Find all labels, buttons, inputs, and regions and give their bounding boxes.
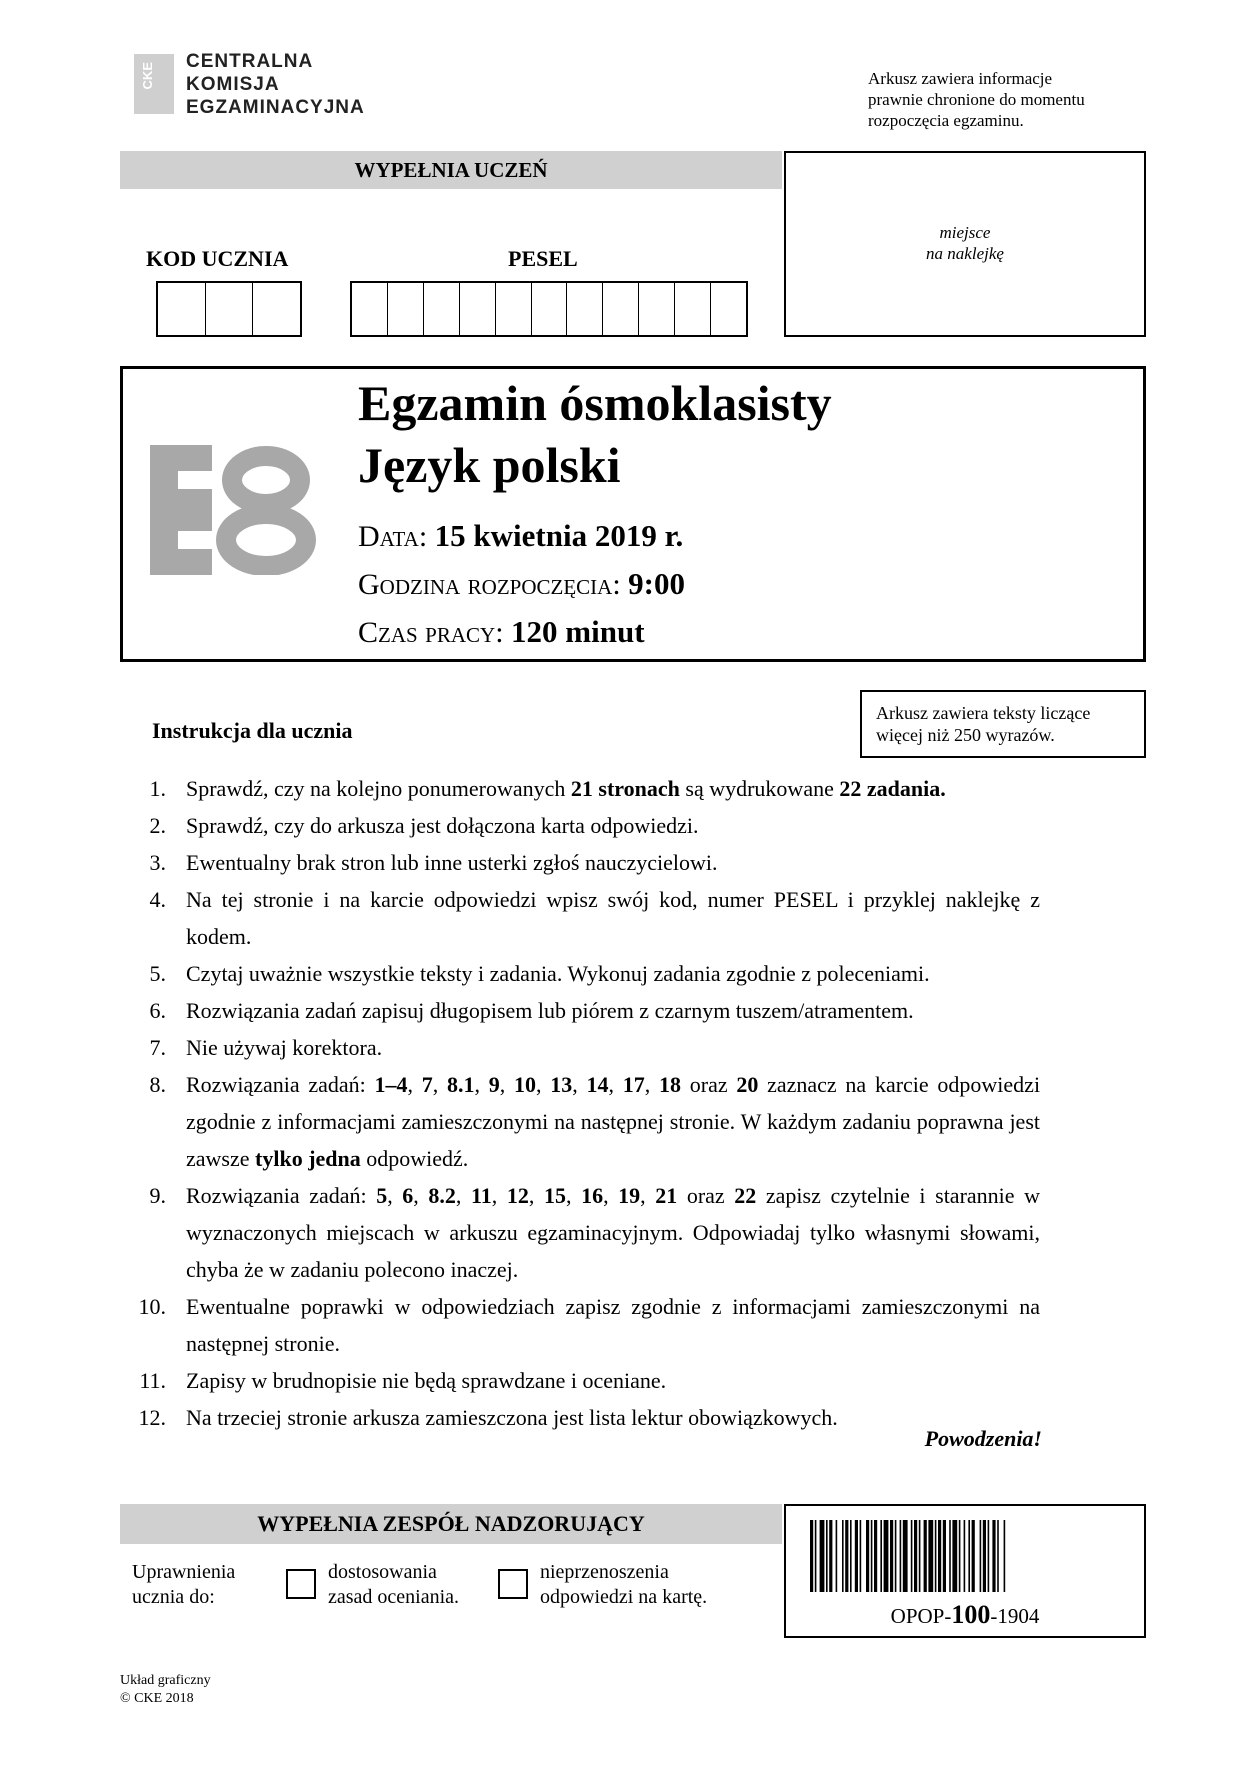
instruction-text: Zapisy w brudnopisie nie będą sprawdzane i oceniane. [186, 1368, 667, 1393]
instructions-title: Instrukcja dla ucznia [152, 718, 353, 743]
student-section-header: WYPEŁNIA UCZEŃ [354, 158, 548, 182]
instruction-text: Sprawdź, czy na kolejno ponumerowanych 21 stronach są wydrukowane 22 zadania. [186, 776, 946, 801]
sticker-label: miejsce na naklejkę [926, 223, 1004, 263]
supervisor-section-header: WYPEŁNIA ZESPÓŁ NADZORUJĄCY [257, 1511, 645, 1536]
adapted-grading-label: dostosowania zasad oceniania. [328, 1561, 460, 1608]
instruction-item [120, 1029, 1040, 1066]
instruction-item [120, 1288, 1040, 1362]
instruction-text: Rozwiązania zadań: 1–4, 7, 8.1, 9, 10, 13, 14, 17, 18 oraz 20 zaznacz na karcie odpowiedzi zgodnie z informacjami zamieszczonymi na następnej stronie. W każdym zadaniu poprawna jest zawsze tylko jedna odpowiedź. [186, 1072, 1041, 1171]
instruction-item [120, 844, 1040, 881]
instruction-item [120, 881, 1040, 955]
confidential-notice: Arkusz zawiera informacje prawnie chronione do momentu rozpoczęcia egzaminu. [868, 69, 1085, 130]
instruction-number: 11. [139, 1368, 166, 1393]
instruction-text: Rozwiązania zadań zapisuj długopisem lub piórem z czarnym tuszem/atramentem. [186, 998, 914, 1023]
barcode-icon [810, 1520, 1120, 1592]
instruction-item [120, 992, 1040, 1029]
word-count-notice: Arkusz zawiera teksty liczące więcej niż 250 wyrazów. [860, 690, 1146, 758]
exam-date: Data: 15 kwietnia 2019 r. [358, 518, 684, 553]
cke-logo-mark: CKE [134, 54, 174, 114]
exam-start-time: Godzina rozpoczęcia: 9:00 [358, 566, 685, 601]
instruction-number: 8. [149, 1072, 166, 1097]
instruction-item [120, 1066, 1040, 1177]
pesel-field[interactable] [350, 281, 748, 337]
instruction-item [120, 955, 1040, 992]
instruction-text: Rozwiązania zadań: 5, 6, 8.2, 11, 12, 15, 16, 19, 21 oraz 22 zapisz czytelnie i starannie w wyznaczonych miejscach w arkuszu egzaminacyjnym. Odpowiadaj tylko własnymi słowami, chyba że w zadaniu polecono inaczej. [186, 1183, 1041, 1282]
instruction-number: 6. [149, 998, 166, 1023]
e8-logo-icon [150, 445, 322, 575]
footer-credit: Układ graficzny © CKE 2018 [120, 1673, 211, 1706]
instruction-item [120, 1399, 1040, 1436]
exam-code: OPOP-100-1904 [890, 1600, 1040, 1629]
instruction-text: Na trzeciej stronie arkusza zamieszczona jest lista lektur obowiązkowych. [186, 1405, 838, 1430]
instruction-item [120, 807, 1040, 844]
instruction-number: 4. [149, 887, 166, 912]
instruction-item [120, 1362, 1040, 1399]
instruction-item [120, 1177, 1040, 1288]
instruction-text: Nie używaj korektora. [186, 1035, 383, 1060]
instruction-number: 2. [149, 813, 166, 838]
cke-logo-text: CENTRALNA KOMISJA EGZAMINACYJNA [186, 51, 365, 118]
instruction-number: 12. [138, 1405, 166, 1430]
pesel-label: PESEL [508, 246, 578, 271]
instruction-text: Ewentualny brak stron lub inne usterki zgłoś nauczycielowi. [186, 850, 718, 875]
instruction-text: Sprawdź, czy do arkusza jest dołączona karta odpowiedzi. [186, 813, 699, 838]
instruction-number: 10. [138, 1294, 166, 1319]
instruction-number: 3. [149, 850, 166, 875]
rights-label: Uprawnienia ucznia do: [132, 1561, 236, 1608]
instruction-number: 9. [149, 1183, 166, 1208]
instruction-text: Czytaj uważnie wszystkie teksty i zadania. Wykonuj zadania zgodnie z poleceniami. [186, 961, 930, 986]
instruction-text: Ewentualne poprawki w odpowiedziach zapisz zgodnie z informacjami zamieszczonymi na następnej stronie. [186, 1294, 1040, 1356]
kod-ucznia-field[interactable] [156, 281, 302, 337]
no-transfer-checkbox[interactable] [498, 1569, 528, 1599]
kod-ucznia-label: KOD UCZNIA [146, 246, 289, 271]
instruction-text: Na tej stronie i na karcie odpowiedzi wpisz swój kod, numer PESEL i przyklej naklejkę z kodem. [186, 887, 1040, 949]
instruction-number: 7. [149, 1035, 166, 1060]
instruction-number: 5. [149, 961, 166, 986]
instruction-item [120, 770, 1040, 807]
adapted-grading-checkbox[interactable] [286, 1569, 316, 1599]
exam-title: Egzamin ósmoklasisty Język polski [358, 375, 832, 493]
good-luck-text: Powodzenia! [924, 1426, 1042, 1451]
no-transfer-label: nieprzenoszenia odpowiedzi na kartę. [540, 1561, 708, 1608]
exam-duration: Czas pracy: 120 minut [358, 614, 645, 649]
instructions-list [120, 770, 1040, 1436]
instruction-number: 1. [149, 776, 166, 801]
